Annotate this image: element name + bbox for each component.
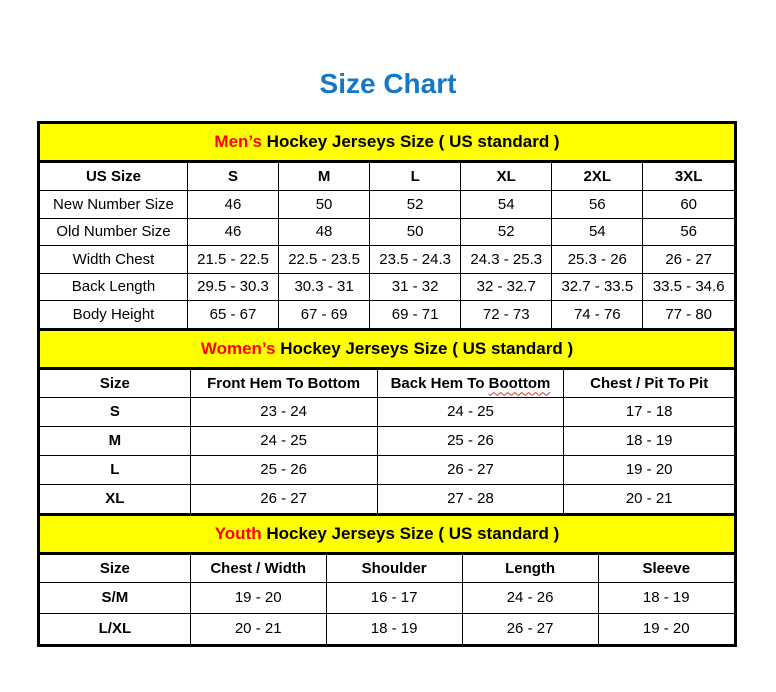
table-row [40,191,734,219]
table-row [40,582,734,613]
row-label: S [40,397,190,426]
row-label: New Number Size [40,191,187,219]
row-label: Back Length [40,273,187,301]
womens-size-section [40,329,734,514]
size-value: 77 - 80 [643,301,734,329]
size-value: 26 - 27 [643,246,734,274]
size-value: 32 - 32.7 [461,273,552,301]
table-row [40,484,734,513]
size-value: 31 - 32 [370,273,461,301]
row-label: XL [40,484,190,513]
size-value: 48 [279,218,370,246]
column-header: 2XL [552,163,643,191]
size-value: 60 [643,191,734,219]
size-value: 69 - 71 [370,301,461,329]
row-label: S/M [40,582,190,613]
size-value: 22.5 - 23.5 [279,246,370,274]
size-value: 54 [552,218,643,246]
size-value: 24.3 - 25.3 [461,246,552,274]
column-header: S [187,163,278,191]
page-title: Size Chart [319,68,457,99]
header-row [40,554,734,582]
size-value: 27 - 28 [377,484,564,513]
mens-size-section [40,124,734,329]
row-label: Body Height [40,301,187,329]
column-header: Size [40,369,190,397]
size-value: 50 [370,218,461,246]
header-row [40,163,734,191]
size-value: 24 - 26 [462,582,598,613]
row-label: L/XL [40,613,190,644]
size-value: 74 - 76 [552,301,643,329]
misspelled-word: Boottom [488,374,551,392]
youth-size-section [40,514,734,644]
womens-title-accent: Women’s [200,338,276,358]
mens-title-rest: Hockey Jerseys Size ( US standard ) [261,132,560,151]
youth-size-table [40,554,734,644]
womens-title-rest: Hockey Jerseys Size ( US standard ) [275,338,574,358]
column-header: Front Hem To Bottom [190,369,377,397]
column-header: Sleeve [598,554,734,582]
table-row [40,613,734,644]
size-value: 16 - 17 [326,582,462,613]
size-value: 18 - 19 [564,426,734,455]
header-row [40,369,734,397]
column-header: Size [40,554,190,582]
size-value: 19 - 20 [564,455,734,484]
size-value: 32.7 - 33.5 [552,273,643,301]
size-value: 54 [461,191,552,219]
size-value: 72 - 73 [461,301,552,329]
table-row [40,397,734,426]
size-value: 26 - 27 [377,455,564,484]
size-value: 29.5 - 30.3 [187,273,278,301]
size-value: 50 [279,191,370,219]
mens-section-title-band [40,124,734,162]
column-header: US Size [40,163,187,191]
mens-title-accent: Men’s [214,132,262,151]
size-value: 19 - 20 [598,613,734,644]
size-value: 56 [643,218,734,246]
size-value: 21.5 - 22.5 [187,246,278,274]
size-value: 30.3 - 31 [279,273,370,301]
size-value: 67 - 69 [279,301,370,329]
youth-title-rest: Hockey Jerseys Size ( US standard ) [261,523,560,543]
youth-section-title-band [40,514,734,554]
size-value: 20 - 21 [564,484,734,513]
table-row [40,455,734,484]
column-header: 3XL [643,163,734,191]
size-value: 25.3 - 26 [552,246,643,274]
size-value: 52 [461,218,552,246]
size-value: 17 - 18 [564,397,734,426]
size-value: 19 - 20 [190,582,326,613]
row-label: L [40,455,190,484]
size-value: 26 - 27 [462,613,598,644]
column-header: Length [462,554,598,582]
column-header: M [279,163,370,191]
table-row [40,246,734,274]
size-value: 18 - 19 [326,613,462,644]
size-value: 46 [187,218,278,246]
table-row [40,273,734,301]
size-value: 23.5 - 24.3 [370,246,461,274]
size-value: 26 - 27 [190,484,377,513]
youth-title-accent: Youth [214,523,262,543]
column-header: Chest / Pit To Pit [564,369,734,397]
column-header: XL [461,163,552,191]
size-chart [37,121,737,647]
table-row [40,218,734,246]
size-value: 52 [370,191,461,219]
womens-size-table [40,369,734,514]
column-header: Back Hem To Boottom [377,369,564,397]
size-value: 20 - 21 [190,613,326,644]
size-value: 25 - 26 [190,455,377,484]
size-value: 23 - 24 [190,397,377,426]
row-label: Width Chest [40,246,187,274]
mens-size-table [40,162,734,329]
table-row [40,301,734,329]
size-value: 18 - 19 [598,582,734,613]
size-value: 33.5 - 34.6 [643,273,734,301]
row-label: M [40,426,190,455]
size-value: 46 [187,191,278,219]
table-row [40,426,734,455]
size-value: 24 - 25 [190,426,377,455]
size-value: 56 [552,191,643,219]
column-header: Shoulder [326,554,462,582]
size-value: 65 - 67 [187,301,278,329]
row-label: Old Number Size [40,218,187,246]
womens-section-title-band [40,329,734,369]
column-header: Chest / Width [190,554,326,582]
size-value: 25 - 26 [377,426,564,455]
column-header: L [370,163,461,191]
size-value: 24 - 25 [377,397,564,426]
